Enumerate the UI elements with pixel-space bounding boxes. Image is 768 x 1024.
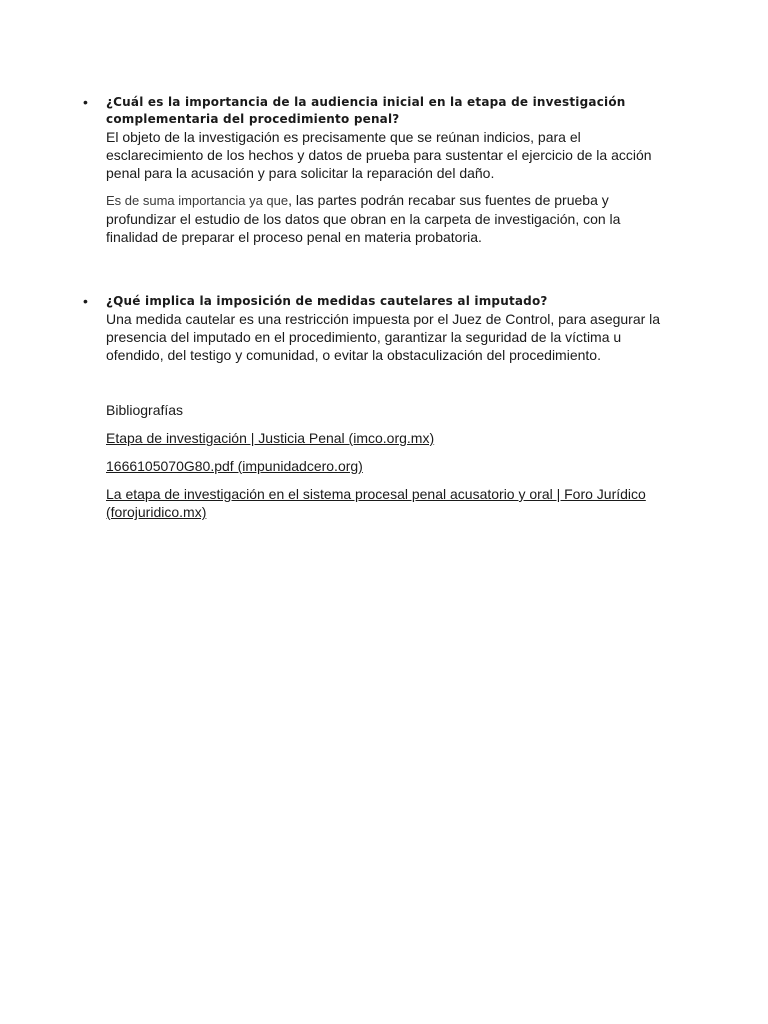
bibliography-link-imco[interactable]: Etapa de investigación | Justicia Penal (imco.org.mx)	[106, 430, 435, 446]
answer-1-extra-rest: , las partes podrán recabar sus fuentes de prueba y profundizar el estudio de los datos que obran en la carpeta de investigación, con la finalidad de preparar el proceso penal en materia probatoria.	[106, 192, 621, 245]
answer-2: Una medida cautelar es una restricción impuesta por el Juez de Control, para asegurar la presencia del imputado en el procedimiento, garantizar la seguridad de la víctima u ofendido, del testigo y comunidad, o evitar la obstaculización del procedimiento.	[106, 311, 661, 363]
bibliography	[106, 401, 666, 531]
bibliography-link-forojuridico[interactable]: La etapa de investigación en el sistema procesal penal acusatorio y oral | Foro Jurídico (forojuridico.mx)	[106, 486, 646, 520]
bullet-icon: •	[83, 94, 88, 110]
bibliography-title: Bibliografías	[106, 402, 184, 418]
answer-1-extra-lead: Es de suma importancia ya que	[106, 193, 289, 208]
answer-1-extra	[106, 191, 666, 246]
question-block-2	[83, 293, 666, 364]
bullet-icon: •	[83, 293, 88, 309]
question-2: ¿Qué implica la imposición de medidas cautelares al imputado?	[106, 294, 548, 308]
answer-1: El objeto de la investigación es precisamente que se reúnan indicios, para el esclarecimiento de los hechos y datos de prueba para sustentar el ejercicio de la acción penal para la acusación y para solicitar la reparación del daño.	[106, 129, 652, 181]
bibliography-link-impunidadcero[interactable]: 1666105070G80.pdf (impunidadcero.org)	[106, 458, 363, 474]
question-1: ¿Cuál es la importancia de la audiencia inicial en la etapa de investigación complementaria del procedimiento penal?	[106, 95, 626, 126]
question-block-1	[83, 94, 666, 246]
